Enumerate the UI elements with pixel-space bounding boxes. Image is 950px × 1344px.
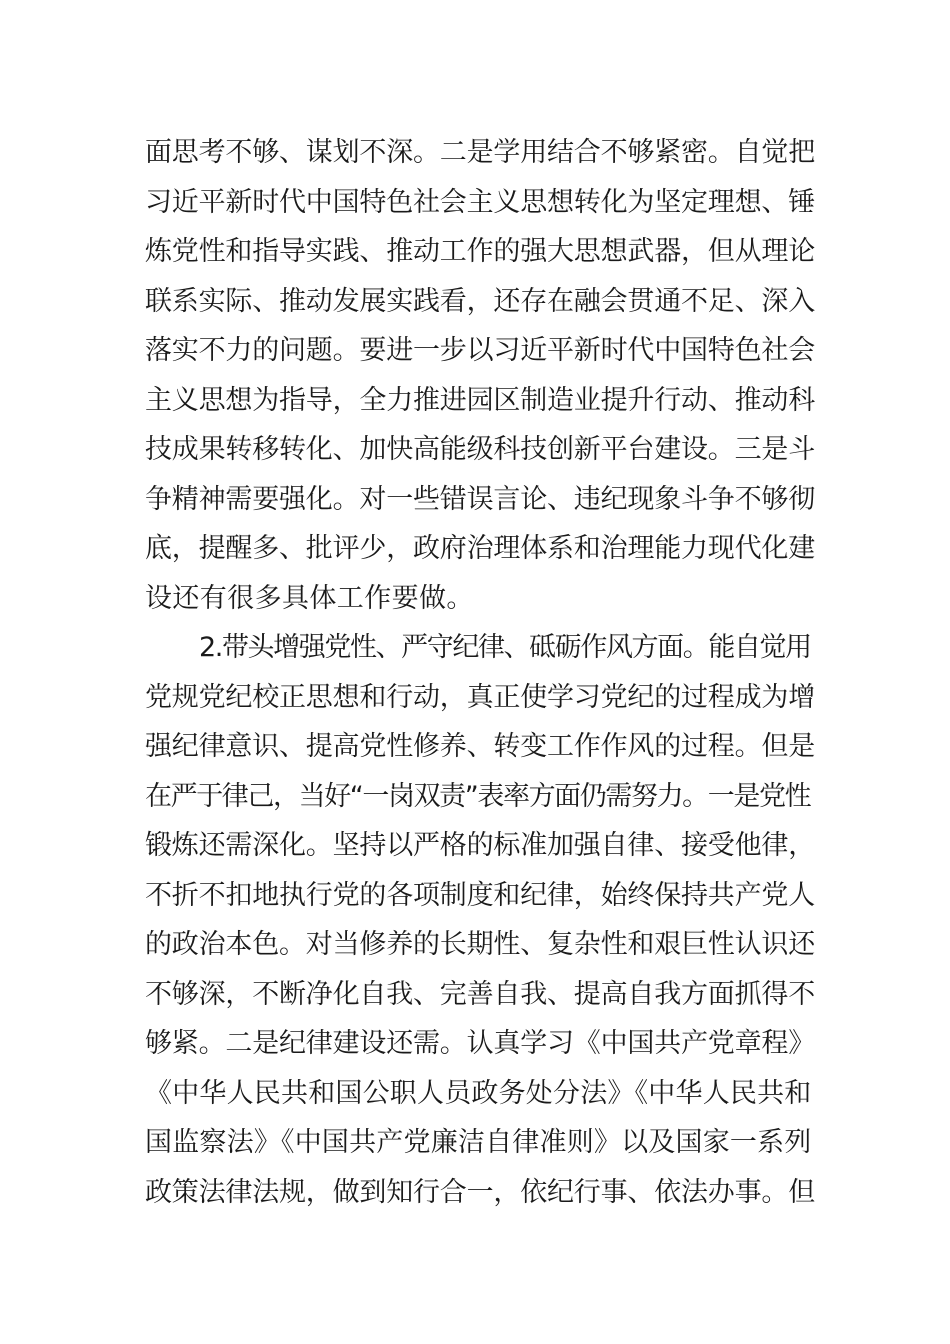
section-heading-line: 2.带头增强党性、严守纪律、砥砺作风方面。能自觉用 xyxy=(199,632,811,663)
text-line: 强纪律意识、提高党性修养、转变工作作风的过程。但是 xyxy=(145,731,815,762)
text-line: 不够深，不断净化自我、完善自我、提高自我方面抓得不 xyxy=(145,978,815,1010)
text-line: 不折不扣地执行党的各项制度和纪律，始终保持共产党人 xyxy=(145,879,815,911)
text-line: 的政治本色。对当修养的长期性、复杂性和艰巨性认识还 xyxy=(145,929,815,960)
text-line: 主义思想为指导，全力推进园区制造业提升行动、推动科 xyxy=(145,384,815,416)
text-line: 政策法律法规，做到知行合一，依纪行事、依法办事。但 xyxy=(145,1176,815,1208)
text-line: 国监察法》《中国共产党廉洁自律准则》以及国家一系列 xyxy=(145,1127,812,1158)
text-line: 炼党性和指导实践、推动工作的强大思想武器，但从理论 xyxy=(145,236,815,267)
text-line: 党规党纪校正思想和行动，真正使学习党纪的过程成为增 xyxy=(145,681,815,713)
text-line: 在严于律己，当好“一岗双责”表率方面仍需努力。一是党性 xyxy=(145,780,811,812)
text-line: 够紧。二是纪律建设还需。认真学习《中国共产党章程》 xyxy=(145,1028,815,1059)
text-line: 争精神需要强化。对一些错误言论、违纪现象斗争不够彻 xyxy=(145,483,815,515)
text-line: 底，提醒多、批评少，政府治理体系和治理能力现代化建 xyxy=(145,533,815,564)
text-line: 面思考不够、谋划不深。二是学用结合不够紧密。自觉把 xyxy=(145,137,815,168)
body-text xyxy=(145,128,815,1217)
text-line: 锻炼还需深化。坚持以严格的标准加强自律、接受他律， xyxy=(145,830,815,861)
text-line: 设还有很多具体工作要做。 xyxy=(145,582,474,614)
text-line: 《中华人民共和国公职人员政务处分法》《中华人民共和 xyxy=(145,1077,812,1109)
text-line: 习近平新时代中国特色社会主义思想转化为坚定理想、锤 xyxy=(145,186,815,218)
text-line: 联系实际、推动发展实践看，还存在融会贯通不足、深入 xyxy=(145,285,815,317)
text-line: 技成果转移转化、加快高能级科技创新平台建设。三是斗 xyxy=(145,434,815,465)
text-line: 落实不力的问题。要进一步以习近平新时代中国特色社会 xyxy=(145,335,815,366)
